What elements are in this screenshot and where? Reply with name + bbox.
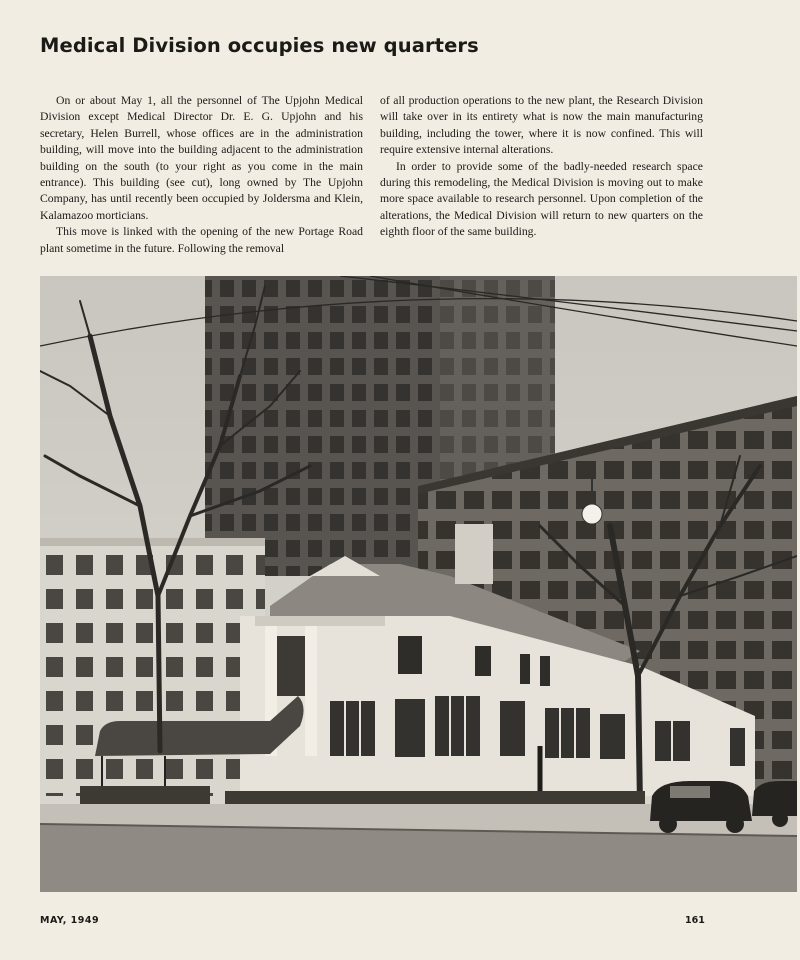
- paragraph: In order to provide some of the badly-needed research space during this remodeling, the Medical Division is moving out to make more space available to research personnel. Upon completion of the alterations, the Medical Division will return to new quarters on the eighth floor of the same building.: [380, 159, 703, 239]
- building-photograph: [40, 276, 797, 892]
- article-column-right: [380, 93, 703, 241]
- article-column-left: [40, 93, 363, 257]
- page-number: 161: [685, 915, 705, 926]
- paragraph: of all production operations to the new plant, the Research Division will take over in its entirety what is now the main manufacturing building, including the tower, where it is now confined. This will require extensive internal alterations.: [380, 94, 703, 157]
- paragraph: On or about May 1, all the personnel of The Upjohn Medical Division except Medical Director Dr. E. G. Upjohn and his secretary, Helen Burrell, whose offices are in the administration building, will move into the building adjacent to the administration building on the south (to your right as you come in the main entrance). This building (see cut), long owned by The Upjohn Company, has until recently been occupied by Joldersma and Klein, Kalamazoo morticians.: [40, 94, 363, 222]
- issue-date: MAY, 1949: [40, 915, 100, 926]
- paragraph: This move is linked with the opening of the new Portage Road plant sometime in the future. Following the removal: [40, 225, 363, 255]
- article-title: Medical Division occupies new quarters: [40, 34, 479, 57]
